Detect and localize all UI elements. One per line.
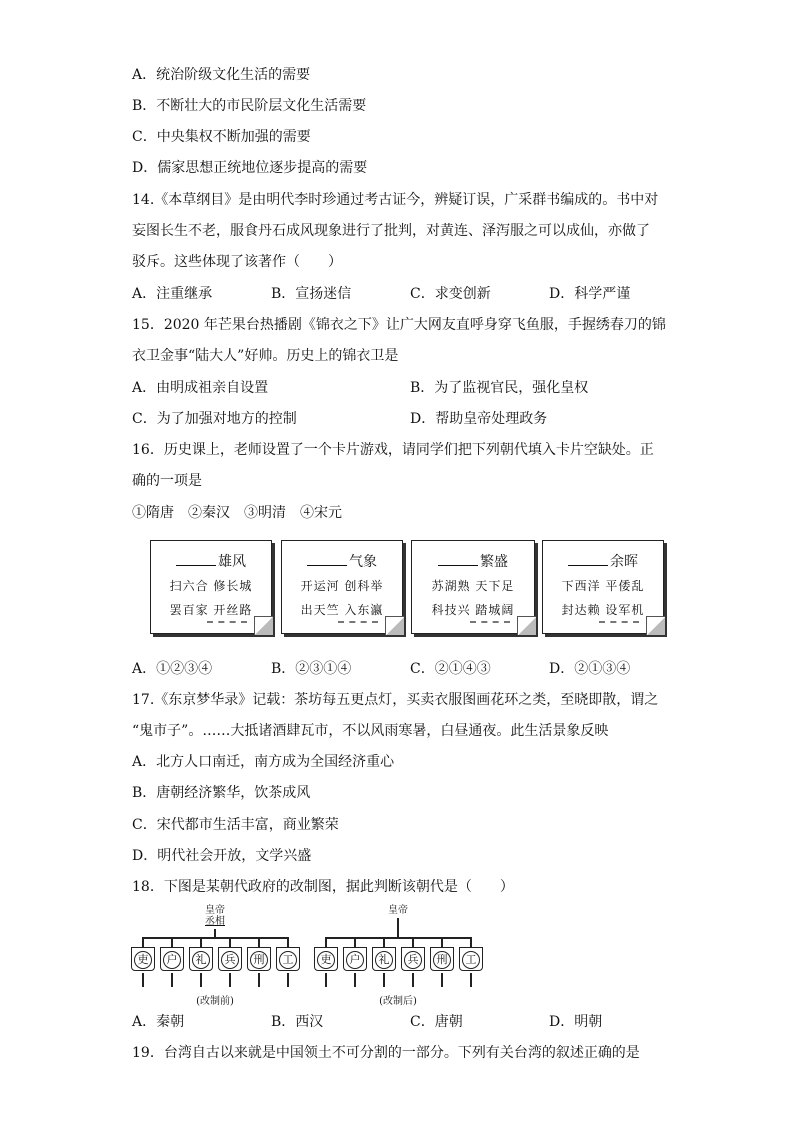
card-blank	[307, 565, 347, 566]
chart-caption: (改制后)	[379, 996, 417, 1007]
q15-option-c: C．为了加强对地方的控制	[132, 411, 297, 427]
dept-stub	[412, 937, 414, 947]
q15-text-line-2: 衣卫金事“陆大人”好帅。历史上的锦衣卫是	[132, 348, 399, 364]
dept-leg	[354, 973, 356, 987]
card-row-2: 封达赖 设军机	[561, 603, 645, 617]
q14-text-line-3: 驳斥。这些体现了该著作（ ）	[132, 254, 342, 270]
dept-leg	[258, 973, 260, 987]
dept-stub	[470, 937, 472, 947]
dept-works: 工	[459, 947, 483, 971]
q17-option-b: B．唐朝经济繁华，饮茶成风	[132, 785, 311, 801]
q13-option-c: C．中央集权不断加强的需要	[132, 129, 311, 145]
card-title: 余晖	[610, 554, 638, 570]
dept-stub	[171, 937, 173, 947]
q17-text-line-1: 17.《东京梦华录》记载：茶坊每五更点灯，买卖衣服图画花环之类，至晓即散，谓之	[132, 692, 659, 708]
card-row-1: 下西洋 平倭乱	[561, 579, 645, 593]
q14-option-d: D．科学严谨	[549, 286, 631, 302]
q17-text-line-2: “鬼市子”。……大抵诸酒肆瓦市，不以风雨寒暑，白昼通夜。此生活景象反映	[132, 723, 609, 739]
emperor-label: 皇帝	[205, 905, 225, 916]
q14-text-line-1: 14.《本草纲目》是由明代李时珍通过考古证今，辨疑订误，广采群书编成的。书中对	[132, 192, 659, 208]
dept-leg	[383, 973, 385, 987]
q13-option-d: D．儒家思想正统地位逐步提高的需要	[132, 160, 368, 176]
card-title: 繁盛	[480, 554, 508, 570]
dynasty-card-1	[150, 540, 272, 634]
chart-caption: (改制前)	[196, 996, 234, 1007]
card-fold	[254, 616, 273, 635]
card-dash	[207, 621, 247, 623]
q16-text-line-1: 16．历史课上，老师设置了一个卡片游戏，请同学们把下列朝代填入卡片空缺处。正	[132, 442, 654, 458]
q13-option-a: A．统治阶级文化生活的需要	[132, 67, 311, 83]
dept-stub	[229, 937, 231, 947]
q15-option-a: A．由明成祖亲自设置	[132, 380, 269, 396]
dept-stub	[441, 937, 443, 947]
q14-text-line-2: 妄图长生不老，服食丹石成风现象进行了批判，对黄连、泽泻服之可以成仙，亦做了	[132, 223, 650, 239]
q16-option-b: B．②③①④	[271, 661, 352, 677]
card-row-1: 苏湖熟 天下足	[431, 579, 515, 593]
card-blank	[568, 565, 608, 566]
dept-justice: 刑	[430, 947, 454, 971]
q16-text-line-2: 确的一项是	[132, 473, 202, 489]
dept-stub	[258, 937, 260, 947]
dept-li: 吏	[314, 947, 338, 971]
q13-option-b: B．不断壮大的市民阶层文化生活需要	[132, 98, 367, 114]
dept-works: 工	[276, 947, 300, 971]
q14-option-c: C．求变创新	[410, 286, 491, 302]
org-chart-after	[313, 905, 483, 1005]
q16-option-c: C．②①④③	[410, 661, 491, 677]
dept-hu: 户	[343, 947, 367, 971]
dept-leg	[412, 973, 414, 987]
branch-line	[325, 937, 470, 939]
dept-stub	[383, 937, 385, 947]
dept-stub	[200, 937, 202, 947]
card-blank	[176, 565, 216, 566]
card-fold	[385, 616, 404, 635]
q15-option-b: B．为了监视官民，强化皇权	[410, 380, 589, 396]
card-row-2: 罢百家 开丝路	[169, 603, 253, 617]
org-chart-before	[130, 905, 300, 1005]
card-blank	[438, 565, 478, 566]
dept-stub	[287, 937, 289, 947]
q18-option-c: C．唐朝	[410, 1014, 463, 1030]
card-row-1: 开运河 创科举	[300, 579, 384, 593]
dept-stub	[142, 937, 144, 947]
card-fold	[646, 616, 665, 635]
card-dash	[338, 621, 378, 623]
q15-text-line-1: 15．2020 年芒果台热播剧《锦衣之下》让广大网友直呼身穿飞鱼服，手握绣春刀的锦	[132, 317, 666, 333]
dept-rites: 礼	[372, 947, 396, 971]
dept-leg	[200, 973, 202, 987]
q18-option-b: B．西汉	[271, 1014, 324, 1030]
dept-justice: 刑	[247, 947, 271, 971]
trunk-line	[214, 929, 216, 937]
dept-leg	[229, 973, 231, 987]
q14-option-b: B．宣扬迷信	[271, 286, 352, 302]
card-title: 雄风	[218, 554, 246, 570]
dept-rites: 礼	[189, 947, 213, 971]
q15-option-d: D．帮助皇帝处理政务	[410, 411, 548, 427]
chancellor-label: 丞相	[205, 916, 225, 927]
q18-text: 18．下图是某朝代政府的改制图，据此判断该朝代是（ ）	[132, 879, 514, 895]
q18-option-d: D．明朝	[549, 1014, 603, 1030]
q16-option-d: D．②①③④	[549, 661, 631, 677]
dynasty-card-3	[411, 540, 535, 634]
dynasty-card-2	[281, 540, 403, 634]
dept-leg	[287, 973, 289, 987]
q18-option-a: A．秦朝	[132, 1014, 185, 1030]
dept-leg	[142, 973, 144, 987]
card-row-1: 扫六合 修长城	[169, 579, 253, 593]
dept-leg	[470, 973, 472, 987]
q16-choices: ①隋唐 ②秦汉 ③明清 ④宋元	[132, 505, 342, 521]
q16-option-a: A．①②③④	[132, 661, 213, 677]
q17-option-d: D．明代社会开放，文学兴盛	[132, 848, 312, 864]
dept-stub	[354, 937, 356, 947]
dept-war: 兵	[401, 947, 425, 971]
card-fold	[517, 616, 536, 635]
dept-leg	[325, 973, 327, 987]
q14-option-a: A．注重继承	[132, 286, 213, 302]
trunk-line	[397, 918, 399, 937]
emperor-label: 皇帝	[388, 905, 408, 916]
branch-line	[142, 937, 287, 939]
dept-leg	[171, 973, 173, 987]
card-dash	[470, 621, 510, 623]
dept-hu: 户	[160, 947, 184, 971]
card-row-2: 出天竺 入东瀛	[300, 603, 384, 617]
dynasty-card-4	[542, 540, 664, 634]
q19-text: 19．台湾自古以来就是中国领土不可分割的一部分。下列有关台湾的叙述正确的是	[132, 1045, 640, 1061]
dept-war: 兵	[218, 947, 242, 971]
card-title: 气象	[349, 554, 377, 570]
card-dash	[599, 621, 639, 623]
dept-li: 吏	[131, 947, 155, 971]
q17-option-c: C．宋代都市生活丰富，商业繁荣	[132, 817, 339, 833]
dept-stub	[325, 937, 327, 947]
card-row-2: 科技兴 踏城阔	[431, 603, 515, 617]
dept-leg	[441, 973, 443, 987]
q17-option-a: A．北方人口南迁，南方成为全国经济重心	[132, 754, 395, 770]
